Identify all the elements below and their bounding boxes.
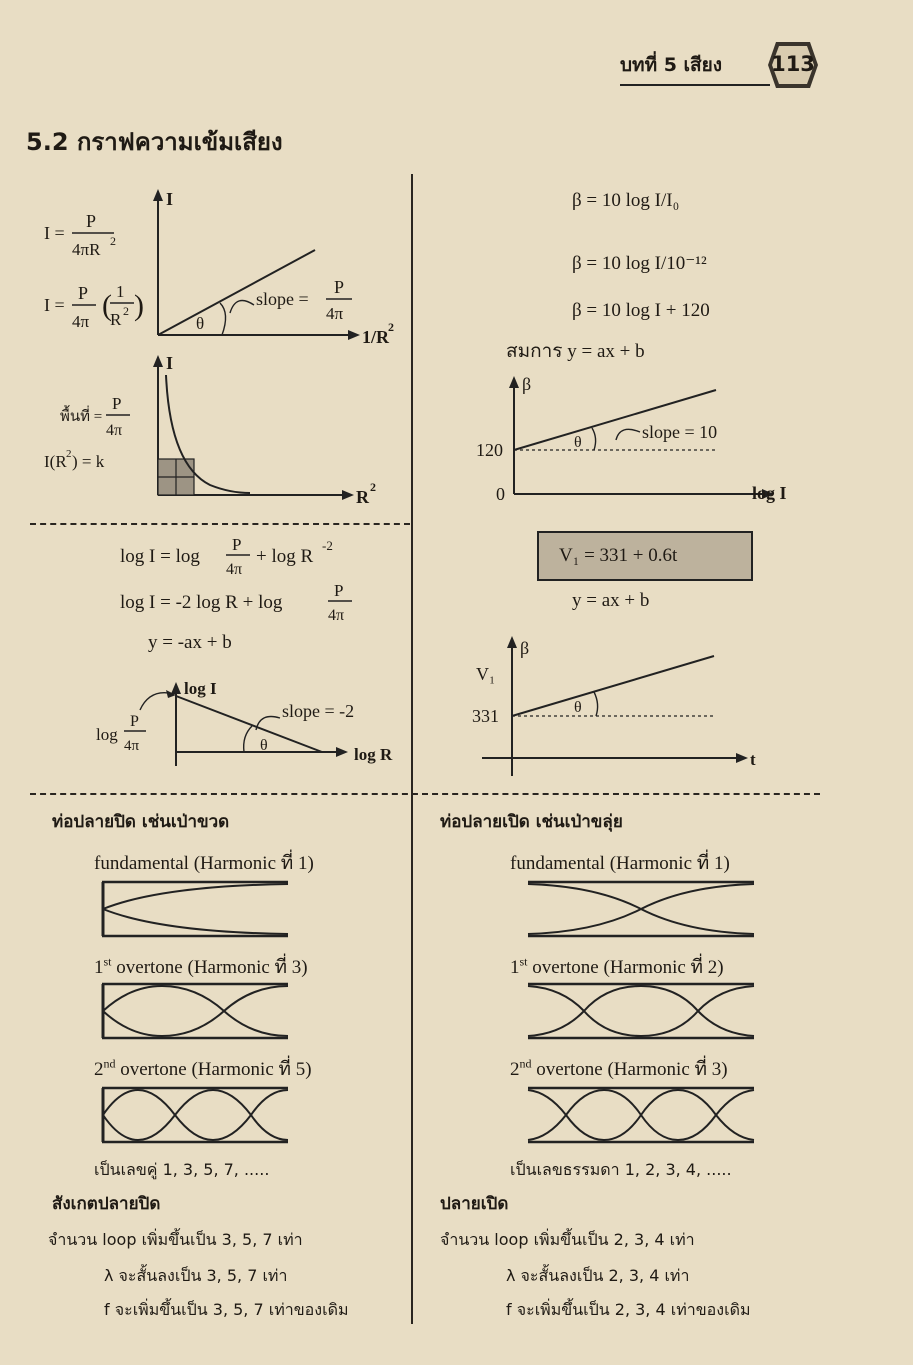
svg-text:P: P (112, 394, 122, 413)
dashed-divider (30, 523, 410, 525)
svg-text:P: P (130, 713, 139, 730)
origin-0: 0 (496, 484, 505, 504)
svg-text:(: ( (102, 289, 112, 322)
chapter-title: บทที่ 5 เสียง (620, 54, 723, 76)
eq-y-neg: y = -ax + b (148, 632, 232, 653)
svg-text:4π: 4π (124, 738, 140, 754)
svg-text:) = k: ) = k (72, 452, 105, 471)
slope-label: slope = 10 (642, 422, 718, 442)
closed-obs-3: f จะเพิ่มขึ้นเป็น 3, 5, 7 เท่าของเดิม (104, 1300, 349, 1319)
axis-label-beta: β (520, 638, 530, 658)
angle-theta: θ (574, 434, 582, 451)
svg-text:P: P (334, 277, 345, 297)
eq-speed-sound: V₁ = 331 + 0.6t (559, 545, 678, 566)
header-rule (620, 84, 770, 86)
eq-fraction-num: P (86, 211, 97, 231)
svg-text:log I = log: log I = log (120, 546, 200, 567)
svg-text:4π: 4π (326, 304, 344, 323)
svg-text:I =: I = (44, 295, 65, 315)
eq-beta-2: β = 10 log I/10⁻¹² (572, 253, 707, 274)
open-mode-2-label: 1st overtone (Harmonic ที่ 2) (510, 954, 724, 978)
intercept-120: 120 (476, 440, 503, 460)
svg-text:I(R: I(R (44, 452, 67, 471)
svg-text:P: P (334, 581, 344, 600)
closed-obs-1: จำนวน loop เพิ่มขึ้นเป็น 3, 5, 7 เท่า (48, 1230, 303, 1249)
svg-text:2: 2 (110, 234, 116, 248)
dashed-divider (30, 793, 820, 795)
closed-series: เป็นเลขคู่ 1, 3, 5, 7, ..... (94, 1160, 270, 1179)
svg-text:2: 2 (123, 304, 129, 318)
svg-text:4π: 4π (72, 312, 90, 331)
axis-label-logI: log I (184, 679, 217, 698)
eq-beta-1: β = 10 log I/I₀ (572, 190, 680, 211)
svg-text:log I = -2 log R + log: log I = -2 log R + log (120, 592, 283, 613)
closed-mode-3-label: 2nd overtone (Harmonic ที่ 5) (94, 1056, 312, 1080)
svg-text:4π: 4π (226, 561, 243, 578)
svg-text:): ) (134, 289, 144, 322)
open-pipe-heading: ท่อปลายเปิด เช่นเป่าขลุ่ย (440, 812, 623, 832)
svg-text:P: P (78, 283, 89, 303)
axis-label-I: I (166, 189, 174, 209)
axis-label-t: t (750, 750, 756, 769)
section-title: 5.2 กราฟความเข้มเสียง (26, 128, 283, 156)
eq-linear: สมการ y = ax + b (506, 341, 645, 362)
slope-label: slope = -2 (282, 701, 355, 721)
closed-pipe-fundamental (100, 878, 292, 940)
open-series: เป็นเลขธรรมดา 1, 2, 3, 4, ..... (510, 1160, 732, 1179)
closed-mode-1-label: fundamental (Harmonic ที่ 1) (94, 853, 314, 874)
open-pipe-overtone-2 (526, 1084, 758, 1146)
svg-text:slope =: slope = (256, 289, 309, 309)
svg-text:1: 1 (116, 282, 125, 301)
intercept-331: 331 (472, 706, 499, 726)
eq-linear-2: y = ax + b (572, 590, 650, 611)
page-number: 113 (771, 52, 815, 76)
svg-text:+ log R: + log R (256, 546, 314, 567)
closed-obs-2: λ จะสั้นลงเป็น 3, 5, 7 เท่า (104, 1266, 288, 1285)
open-obs-3: f จะเพิ่มขึ้นเป็น 2, 3, 4 เท่าของเดิม (506, 1300, 751, 1319)
svg-text:θ: θ (196, 314, 205, 333)
open-mode-1-label: fundamental (Harmonic ที่ 1) (510, 853, 730, 874)
open-pipe-fundamental (526, 878, 758, 940)
svg-text:พื้นที่ =: พื้นที่ = (60, 409, 103, 425)
angle-theta: θ (260, 737, 268, 754)
axis-label-logI: log I (752, 483, 787, 503)
axis-label-logR: log R (354, 745, 393, 764)
left-top-graphs (40, 185, 410, 515)
svg-text:4πR: 4πR (72, 240, 101, 259)
closed-pipe-overtone-1 (100, 980, 292, 1042)
svg-text:1/R: 1/R (362, 327, 389, 347)
open-obs-2: λ จะสั้นลงเป็น 2, 3, 4 เท่า (506, 1266, 690, 1285)
axis-label-I: I (166, 353, 174, 373)
svg-text:2: 2 (370, 480, 376, 494)
svg-text:4π: 4π (106, 422, 123, 439)
axis-label-beta: β (522, 374, 532, 394)
open-obs-title: ปลายเปิด (440, 1194, 509, 1214)
velocity-temperature-graph (460, 630, 800, 780)
svg-text:2: 2 (388, 320, 394, 334)
closed-obs-title: สังเกตปลายปิด (52, 1194, 161, 1214)
open-pipe-overtone-1 (526, 980, 758, 1042)
vertical-divider (411, 174, 413, 1324)
axis-label-V1: V₁ (476, 664, 496, 684)
left-mid-eqs (90, 530, 410, 775)
open-obs-1: จำนวน loop เพิ่มขึ้นเป็น 2, 3, 4 เท่า (440, 1230, 695, 1249)
angle-theta: θ (574, 699, 582, 716)
svg-text:2: 2 (66, 448, 72, 460)
svg-text:P: P (232, 535, 242, 554)
closed-mode-2-label: 1st overtone (Harmonic ที่ 3) (94, 954, 308, 978)
closed-pipe-heading: ท่อปลายปิด เช่นเป่าขวด (52, 812, 230, 832)
closed-pipe-overtone-2 (100, 1084, 292, 1146)
svg-text:R: R (356, 487, 369, 507)
svg-text:I =: I = (44, 223, 65, 243)
svg-text:4π: 4π (328, 607, 345, 624)
svg-text:-2: -2 (322, 538, 333, 553)
eq-beta-3: β = 10 log I + 120 (572, 300, 710, 321)
open-mode-3-label: 2nd overtone (Harmonic ที่ 3) (510, 1056, 728, 1080)
svg-text:log: log (96, 725, 118, 744)
svg-text:R: R (110, 310, 122, 329)
